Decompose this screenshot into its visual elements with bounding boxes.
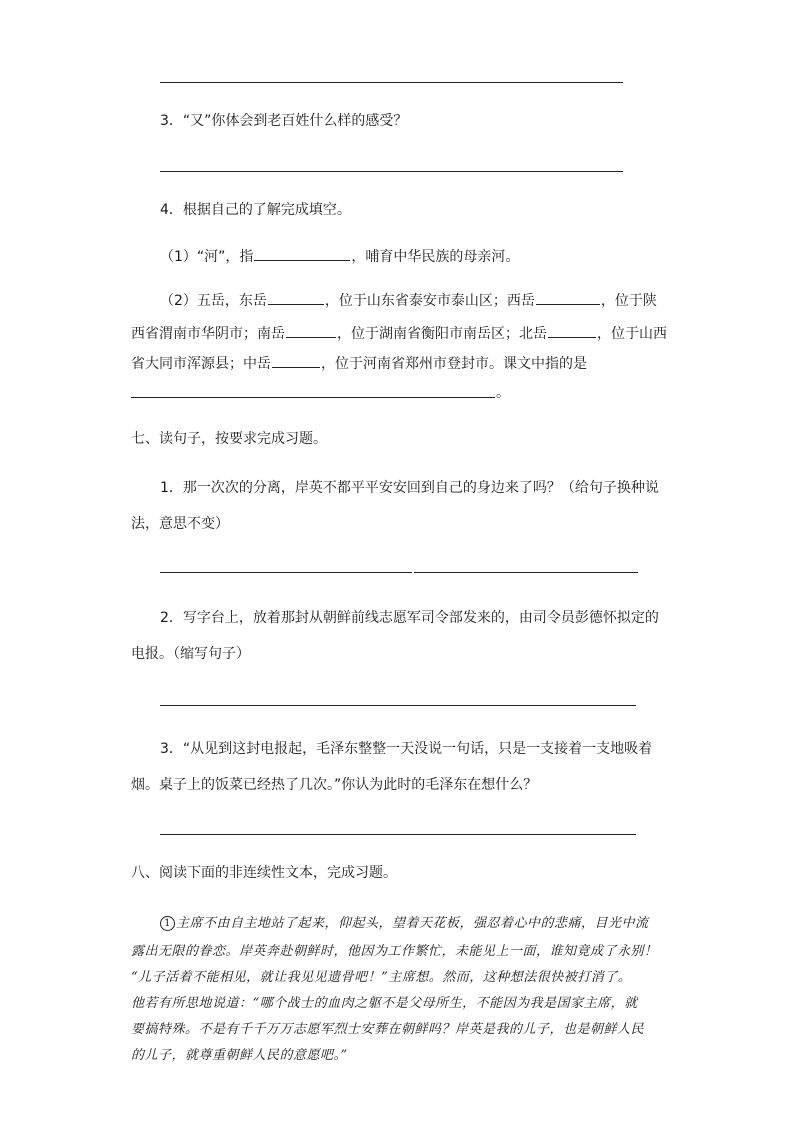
text: ，位于山西 (597, 326, 667, 342)
q7-sentence-3: 3．“从见到这封电报起，毛泽东整整一天没说一句话，只是一支接着一支地吸着 (160, 741, 653, 757)
section-7-heading: 七、读句子，按要求完成习题。 (131, 431, 327, 447)
passage-text: 主席不由自主地站了起来，仰起头，望着天花板，强忍着心中的悲痛，目光中流 (176, 916, 649, 931)
answer-line (131, 397, 495, 398)
text: ，位于山东省泰安市泰山区；西岳 (324, 293, 535, 309)
blank (548, 323, 596, 338)
question-3: 3．“又”你体会到老百姓什么样的感受？ (160, 113, 408, 129)
question-4-2-line1 (160, 290, 657, 310)
answer-line (160, 572, 412, 573)
blank (286, 323, 336, 338)
answer-line (160, 705, 636, 706)
text: ，哺育中华民族的母亲河。 (351, 249, 520, 265)
question-4-2-line2 (131, 323, 667, 343)
blank (254, 246, 350, 261)
q7-sentence-2-cont: 电报。（缩写句子） (131, 646, 250, 662)
passage-line-3: “儿子活着不能相见，就让我见见遗骨吧！”主席想。然而，这种想法很快被打消了。 (131, 970, 632, 985)
text: ，位于陕 (600, 293, 657, 309)
answer-line (414, 572, 638, 573)
circled-number: 1 (160, 916, 175, 931)
answer-line (160, 82, 623, 83)
question-4-1 (160, 246, 519, 266)
blank (272, 353, 320, 368)
passage-line-6: 的儿子，就尊重朝鲜人民的意愿吧。” (131, 1048, 348, 1063)
blank (268, 290, 324, 305)
q7-sentence-2: 2．写字台上，放着那封从朝鲜前线志愿军司令部发来的，由司令员彭德怀拟定的 (160, 610, 659, 626)
answer-line (160, 834, 636, 835)
passage-line-4: 他若有所思地说道：“哪个战士的血肉之躯不是父母所生，不能因为我是国家主席，就 (131, 996, 638, 1011)
q7-sentence-3-cont: 烟。桌子上的饭菜已经热了几次。”你认为此时的毛泽东在想什么？ (131, 777, 538, 793)
passage-line-2: 露出无限的眷恋。岸英奔赴朝鲜时，他因为工作繁忙，未能见上一面，谁知竟成了永别！ (131, 944, 658, 959)
q7-sentence-1-cont: 法，意思不变） (131, 516, 229, 532)
text: （2）五岳，东岳 (160, 293, 267, 309)
section-8-heading: 八、阅读下面的非连续性文本，完成习题。 (131, 865, 397, 881)
answer-line (160, 171, 623, 172)
question-4-2-line3 (131, 353, 587, 373)
text: ，位于湖南省衡阳市南岳区；北岳 (337, 326, 547, 342)
text: 省大同市浑源县；中岳 (131, 356, 271, 372)
text: ，位于河南省郑州市登封市。课文中指的是 (321, 356, 587, 372)
question-4: 4．根据自己的了解完成填空。 (160, 202, 351, 218)
blank (536, 290, 600, 305)
passage-line-5: 要搞特殊。不是有千千万万志愿军烈士安葬在朝鲜吗？岸英是我的儿子，也是朝鲜人民 (131, 1022, 645, 1037)
q7-sentence-1: 1．那一次次的分离，岸英不都平平安安回到自己的身边来了吗？（给句子换种说 (160, 480, 659, 496)
passage-line-1 (160, 915, 649, 933)
text: 西省渭南市华阴市；南岳 (131, 326, 285, 342)
text: （1）“河”，指 (160, 249, 254, 265)
period: 。 (496, 385, 510, 401)
